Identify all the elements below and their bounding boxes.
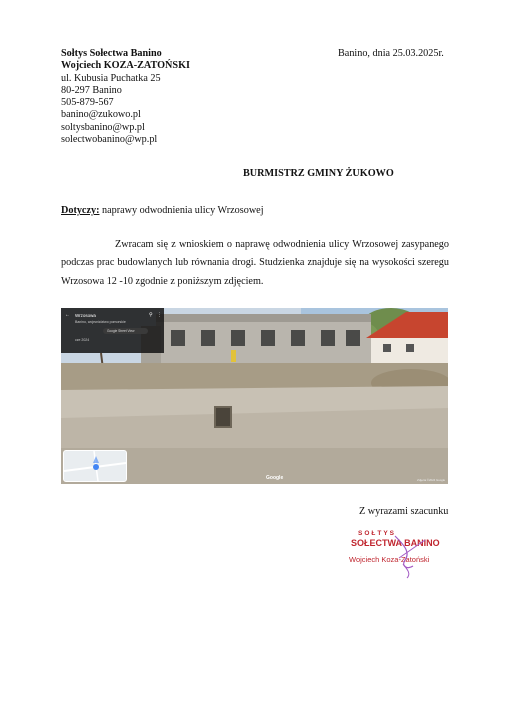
closing-phrase: Z wyrazami szacunku: [359, 506, 449, 517]
recipient: BURMISTRZ GMINY ŻUKOWO: [243, 168, 394, 179]
streetview-footer: Zdjęcia ©2024 Google: [417, 478, 445, 482]
street-photo: [61, 308, 448, 484]
back-arrow-icon[interactable]: ←: [65, 312, 70, 318]
streetview-panel: [61, 308, 164, 353]
signature-mark: [333, 530, 445, 580]
stamp-name: Wojciech Koza-Zatoński: [349, 555, 430, 564]
google-logo: Google: [266, 475, 284, 481]
stamp: [333, 530, 445, 580]
streetview-title: Wrzosowa: [75, 313, 96, 318]
sender-postal: 80-297 Banino: [61, 84, 122, 96]
sender-block: [61, 48, 190, 146]
minimap[interactable]: [63, 450, 127, 482]
streetview-date: cze 2024: [75, 338, 90, 342]
subject-line: [61, 205, 264, 216]
subject-label: Dotyczy:: [61, 205, 100, 216]
more-icon[interactable]: ⋮: [157, 312, 162, 318]
sender-name: Wojciech KOZA-ZATOŃSKI: [61, 60, 190, 72]
stamp-title: SOŁTYS: [358, 530, 397, 537]
stamp-org: SOŁECTWA BANINO: [351, 538, 440, 548]
streetview-subtitle: Banino, województwo pomorskie: [75, 320, 126, 324]
body-paragraph: Zwracam się z wnioskiem o naprawę odwodnienia ulicy Wrzosowej zasypanego podczas prac budowlanych lub równania drogi. Studzienka znajduje się na wysokości szeregu Wrzosowa 12 -10 zgodnie z poniższym zdjęciem.: [61, 239, 449, 287]
letter-date: Banino, dnia 25.03.2025r.: [338, 48, 444, 59]
sender-email-1: banino@zukowo.pl: [61, 109, 141, 121]
sender-phone: 505-879-567: [61, 97, 114, 109]
pin-icon[interactable]: ⚲: [149, 312, 153, 318]
sender-email-2: soltysbanino@wp.pl: [61, 121, 145, 133]
sender-email-3: solectwobanino@wp.pl: [61, 134, 158, 146]
minimap-graphic: [64, 451, 126, 481]
sender-title: Sołtys Sołectwa Banino: [61, 48, 162, 59]
subject-text: naprawy odwodnienia ulicy Wrzosowej: [99, 205, 264, 216]
streetview-chip[interactable]: Google Street View: [103, 328, 148, 334]
sender-address: ul. Kubusia Puchatka 25: [61, 72, 161, 84]
